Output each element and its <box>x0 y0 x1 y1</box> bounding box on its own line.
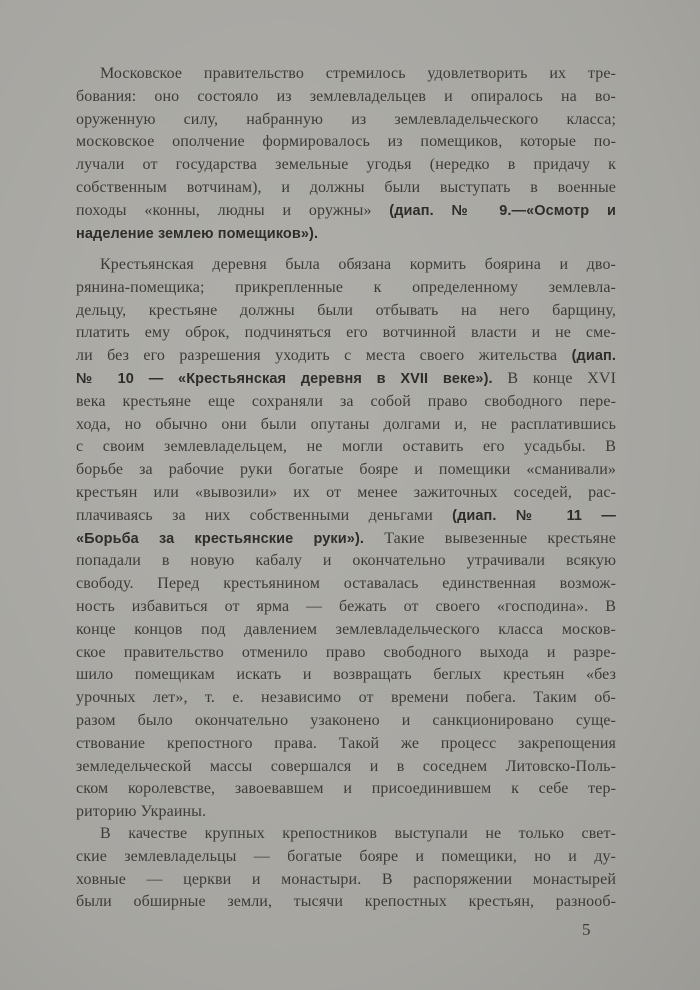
body-text: лучали от государства земельные угодья (нередко в придачу к <box>76 156 616 174</box>
body-text: Крестьянская деревня была обязана кормить боярина и дво- <box>100 256 616 273</box>
body-text: платить ему оброк, подчиняться его вотчинной власти и не сме- <box>76 324 616 342</box>
body-text: века крестьяне еще сохраняли за собой право свободного пере- <box>76 392 616 410</box>
text-line <box>76 345 616 368</box>
slide-reference-text: № 10 — «Крестьянская деревня в XVII веке»). <box>76 370 493 387</box>
text-line <box>76 131 616 154</box>
text-line <box>76 223 616 246</box>
body-text: бования: оно состояло из землевладельцев и опиралось на во- <box>76 87 616 105</box>
text-line <box>76 277 616 300</box>
text-line <box>76 710 616 733</box>
text-line <box>76 756 616 779</box>
text-line <box>76 619 616 642</box>
body-text: урочных лет», т. е. независимо от времени побега. Таким об- <box>76 689 616 707</box>
text-line <box>76 528 616 551</box>
page-number: 5 <box>582 920 591 939</box>
body-text: хода, но обычно они были опутаны долгами и, не расплатившись <box>76 415 616 433</box>
body-text: Московское правительство стремилось удовлетворить их тре- <box>100 65 616 82</box>
body-text: ские землевладельцы — богатые бояре и помещики, но и ду- <box>76 847 616 865</box>
body-text: ли без его разрешения уходить с места своего жительства <box>76 347 572 365</box>
text-line <box>76 154 616 177</box>
body-text: попадали в новую кабалу и окончательно утрачивали всякую <box>76 552 616 570</box>
text-line <box>76 300 616 323</box>
text-line <box>76 322 616 345</box>
text-line <box>76 436 616 459</box>
text-line <box>76 846 616 869</box>
body-text: оруженную силу, набранную из землевладельческого класса; <box>76 110 616 128</box>
body-text: с своим землевладельцем, не могли оставить его усадьбы. В <box>76 438 616 456</box>
text-line <box>76 869 616 892</box>
text-line <box>76 254 616 277</box>
text-line <box>76 459 616 482</box>
text-line <box>76 596 616 619</box>
text-line <box>76 391 616 414</box>
text-line <box>76 550 616 573</box>
body-text: московское ополчение формировалось из помещиков, которые по- <box>76 133 616 151</box>
text-line <box>76 505 616 528</box>
text-line <box>76 63 616 86</box>
slide-reference-text: (диап. <box>571 348 616 365</box>
text-line <box>76 823 616 846</box>
body-text: ском королевстве, завоевавшем и присоединившем к себе тер- <box>76 780 616 798</box>
body-text: ствование крепостного права. Такой же процесс закрепощения <box>76 734 616 752</box>
body-text: походы «конны, людны и оружны» <box>76 201 390 219</box>
body-text: были обширные земли, тысячи крепостных крестьян, разнооб- <box>76 893 616 911</box>
paragraph-moscow-government <box>76 63 616 245</box>
text-line <box>76 200 616 223</box>
text-line <box>76 109 616 132</box>
body-text: дельцу, крестьяне должны были отбывать на него барщину, <box>76 301 616 319</box>
paragraph-peasant-village <box>76 254 616 824</box>
body-text: конце концов под давлением землевладельческого класса москов- <box>76 620 616 638</box>
body-text: В конце XVI <box>492 369 616 387</box>
body-text: земледельческой массы совершался и в соседнем Литовско-Поль- <box>76 757 616 775</box>
text-line <box>76 642 616 665</box>
body-text: В качестве крупных крепостников выступали не только свет- <box>100 825 616 842</box>
body-text: свободу. Перед крестьянином оставалась единственная возмож- <box>76 575 616 593</box>
text-line <box>76 664 616 687</box>
text-line <box>76 733 616 756</box>
paragraph-church-serfdom <box>76 823 616 914</box>
slide-reference-text: (диап. № 9.—«Осмотр и <box>389 202 616 219</box>
body-text: риторию Украины. <box>76 803 207 821</box>
text-line <box>76 177 616 200</box>
body-text: ское правительство отменило право свободного выхода и разре- <box>76 643 616 661</box>
body-text: борьбе за рабочие руки богатые бояре и помещики «сманивали» <box>76 461 616 479</box>
body-text: плачиваясь за них собственными деньгами <box>76 506 453 524</box>
text-line <box>76 86 616 109</box>
body-text: ность избавиться от ярма — бежать от своего «господина». В <box>76 597 616 615</box>
text-line <box>76 414 616 437</box>
body-text: крестьян или «вывозили» их от менее зажиточных соседей, рас- <box>76 483 616 501</box>
body-text: Такие вывезенные крестьяне <box>364 529 617 547</box>
body-text: шило помещикам искать и возвращать беглых крестьян «без <box>76 666 616 684</box>
slide-reference-text: «Борьба за крестьянские руки»). <box>76 530 365 547</box>
text-line <box>76 801 616 824</box>
body-text: разом было окончательно узаконено и санкционировано суще- <box>76 711 616 729</box>
text-line <box>76 368 616 391</box>
text-line <box>76 891 616 914</box>
body-text: собственным вотчинам), и должны были выступать в военные <box>76 178 616 196</box>
body-text: рянина-помещика; прикрепленные к определенному землевла- <box>76 278 616 296</box>
text-line <box>76 482 616 505</box>
text-line <box>76 573 616 596</box>
text-line <box>76 778 616 801</box>
slide-reference-text: (диап. № 11 — <box>452 507 616 524</box>
text-line <box>76 687 616 710</box>
body-text: ховные — церкви и монастыри. В распоряжении монастырей <box>76 870 616 888</box>
slide-reference-text: наделение землею помещиков»). <box>76 225 319 242</box>
